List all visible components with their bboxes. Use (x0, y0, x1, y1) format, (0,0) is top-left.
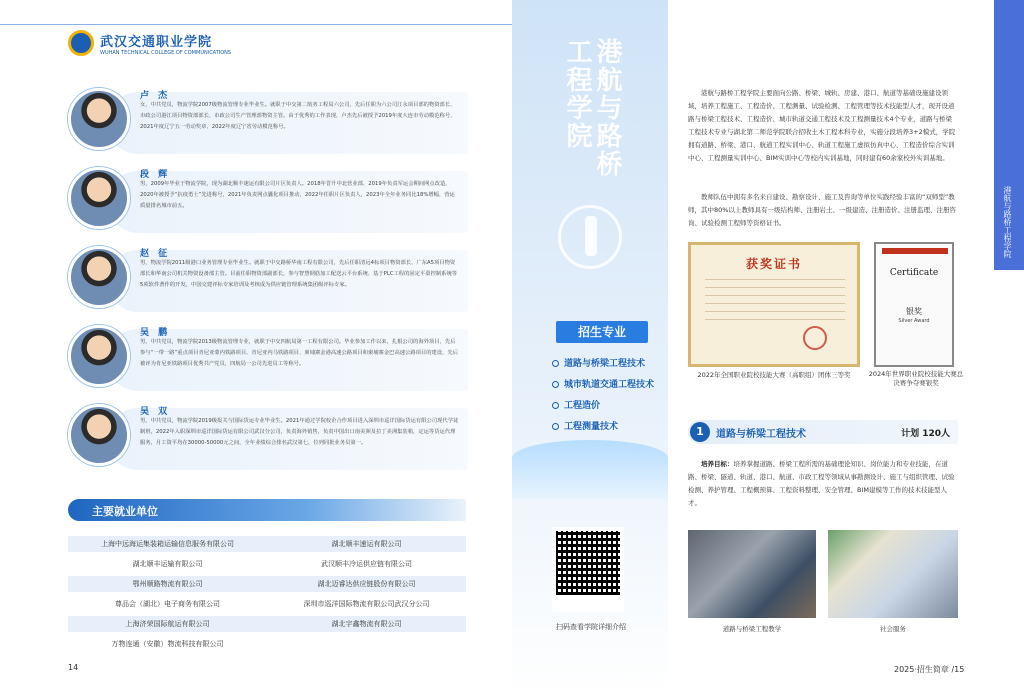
alumni-bio: 男，中共党员，物流学院2013级物流管理专业，就职于中交四航局第一工程有限公司。毕业参加工作以来，扎根公司的海外项目，先后参与“一带一路”重点项目肯尼亚蒙内铁路项目、肯尼亚内马铁路项目、柬埔寨金港高速公路项目和柬埔寨金巴高速公路项目的建设，先后被评为肯尼亚铁路项目优秀共产党员，四航局一公司先进员工等称号。 (140, 339, 459, 367)
major-name: 道路与桥梁工程技术 (716, 429, 806, 440)
laurel-icon (558, 205, 622, 269)
enrollment-majors-label: 招生专业 (556, 321, 648, 343)
qr-code-icon (556, 531, 620, 595)
social-service-photo (828, 530, 958, 618)
employer-name: 湖北顺丰运输有限公司 (132, 560, 203, 568)
alumni-name: 吴 鹏 (140, 328, 171, 338)
college-logo (68, 30, 231, 56)
qr-caption: 扫码查看学院详细介绍 (556, 623, 626, 631)
alumni-avatar (68, 167, 130, 229)
employer-name: 上海中远海运集装箱运输信息服务有限公司 (68, 536, 267, 552)
employer-name: 深圳市巡洋国际物流有限公司武汉分公司 (303, 600, 430, 608)
employer-row (68, 596, 466, 612)
teaching-photo (688, 530, 816, 618)
alumni-bio: 男，物流学院2011级港口业务管理专业毕业生。就职于中交路桥华南工程有限公司，先后任职清远4标项目物资部长、广东A5项目物资部长和华南公司机关物资设备部主管。目前任职物资部副部长，参与智慧钢筋加工配送云平台系统、基于PLC工程的固定平臺控制系统等5项软件著作的开发，中国交建评标专家培训及考核成为供应链管理系统集团级评标专家。 (140, 260, 458, 288)
training-goal-label: 培养目标： (701, 460, 734, 468)
training-goal-text: 培养掌握道路、桥梁工程所需的基础理论知识、岗位能力和专业技能，在道路、桥梁、隧道、轨道、港口、航道、市政工程等领域从事勘测设计、施工与组织管理、试验检测、养护管理、工程概预算、工程资料整理、安全管理、BIM建模等工作的技术技能型人才。 (688, 460, 955, 507)
social-service-photo-caption: 社会服务 (880, 625, 906, 633)
alumni-name: 赵 征 (140, 249, 171, 259)
employer-name: 万物连通（安徽）物流科技有限公司 (111, 640, 224, 648)
training-goal (688, 458, 958, 510)
bullet-icon (552, 360, 559, 367)
alumni-avatar (68, 246, 130, 308)
employer-name: 武汉顺丰冷运供应链有限公司 (321, 560, 412, 568)
alumni-avatar (68, 88, 130, 150)
bullet-icon (552, 381, 559, 388)
employer-name: 尊品会（湖北）电子商务有限公司 (115, 600, 220, 608)
alumni-card (68, 325, 468, 393)
employer-name: 湖北迈睿达供应链股份有限公司 (267, 576, 466, 592)
employers-heading-text: 主要就业单位 (92, 505, 158, 518)
logo-emblem-icon (68, 30, 94, 56)
logo-name-cn: 武汉交通职业学院 (100, 34, 213, 50)
employer-row (68, 576, 466, 592)
alumni-name: 段 辉 (140, 170, 171, 180)
majors-list (552, 354, 654, 438)
enrollment-plan: 计划 120人 (901, 429, 950, 439)
alumni-card (68, 167, 468, 235)
employer-name: 鄂州顺路物流有限公司 (68, 576, 267, 592)
certificate-award-en: Silver Award (898, 318, 930, 324)
logo-name-en: WUHAN TECHNICAL COLLEGE OF COMMUNICATIONS (100, 49, 232, 56)
qr-code[interactable] (552, 527, 624, 612)
seal-icon (803, 326, 827, 350)
employer-name (267, 636, 466, 652)
major-item: 工程造价 (552, 396, 654, 417)
alumni-card (68, 88, 468, 156)
employer-row (68, 616, 466, 632)
certificate-title-en: Certificate (889, 268, 939, 278)
employer-row (68, 636, 466, 652)
major-item: 道路与桥梁工程技术 (552, 354, 654, 375)
employer-name: 上海济荣国际航运有限公司 (68, 616, 267, 632)
alumni-card (68, 246, 468, 314)
award-certificate-2 (874, 242, 954, 367)
award-certificate-1 (688, 242, 860, 367)
side-tab-label: 港航与路桥工程学院 (1003, 186, 1012, 258)
employer-name: 湖北顺丰速运有限公司 (267, 536, 466, 552)
major-item: 城市轨道交通工程技术 (552, 375, 654, 396)
employers-table (68, 536, 466, 656)
employers-heading (68, 499, 466, 521)
college-title-col1: 港航与路桥 (592, 38, 622, 178)
bullet-icon (552, 402, 559, 409)
employer-name: 湖北宇鑫物流有限公司 (267, 616, 466, 632)
page-footer-right: 2025·招生简章 /15 (894, 665, 965, 674)
right-page (668, 0, 1024, 699)
college-title-strip (512, 0, 668, 699)
alumni-name: 吴 双 (140, 407, 171, 417)
major-heading-bar (688, 420, 958, 444)
alumni-avatar (68, 325, 130, 387)
bullet-icon (552, 423, 559, 430)
major-item: 工程测量技术 (552, 417, 654, 438)
certificate-banner (882, 248, 948, 254)
certificate-2-caption: 2024年世界职业院校技能大赛总决赛争夺赛银奖 (868, 370, 964, 387)
page-number-left: 14 (68, 663, 79, 672)
employer-row (68, 556, 466, 572)
intro-paragraph-1: 港航与路桥工程学院主要面向公路、桥梁、城轨、房建、港口、航道等基础设施建设领域，培养工程施工、工程造价、工程测量、试验检测、工程管理等技术技能型人才，现开设道路与桥梁工程技术、工程造价、城市轨道交通工程技术及工程测量技术4个专业，道路与桥梁工程技术专业与湖北第二师范学院联合招收土木工程本科专业，实施分段培养3+2模式，学院拥有道路、桥梁、港口、航道工程实训中心、轨道工程施工虚拟仿真中心、工程造价综合实训中心、工程测量实训中心、BIM实训中心等校内实训基地，同时建有60余家校外实训基地。 (688, 89, 956, 162)
alumni-bio: 男，中共党员，物流学院2019级报关与国际货运专业毕业生。2021年通过学院校企合作项目进入深圳市巡洋国际货运有限公司现代学徒制班，2022年入职深圳市巡洋国际货运有限公司武汉分公司，负责海外销售，负责中国出口南美洲及拉丁美洲集装箱，定运等货运代理服务，月工资平均在30000-50000元之间，全年业绩综合排名武汉第七，位列同批业务员第一。 (140, 418, 459, 446)
alumni-bio: 男，2009年毕业于物流学院，现为湖北顺丰速运有限公司片区负责人。2018年晋升中北营业部，2019年负责军运会期间网点改造，2020年被授予“抗疫勇士”先进称号，2021年负责网点囊化项目推动，2022年任职片区负责人，2023年全年业务同比18%增幅，营运质量排名城市前五。 (140, 181, 455, 209)
alumni-card (68, 404, 468, 472)
alumni-bio: 女，中共党员，物流学院2007级物流管理专业毕业生。就职于中交第二航务工程局六公司，先后任职为六公司江永项目部的物资部长、市政公司港江项目物资部部长、市政公司生产管理部物资主管。由于优秀的工作表现，卢杰先后被授予2019年度大连市劳动模范称号、2021年度辽宁五一劳动奖章、2022年度辽宁省劳动模范称号。 (140, 102, 456, 130)
certificate-title: 获奖证书 (745, 257, 802, 271)
college-title-col2: 工程学院 (562, 38, 592, 150)
certificate-award: 银奖 (906, 307, 922, 316)
certificate-1-caption: 2022年全国职业院校技能大赛（高职组）团体三等奖 (697, 371, 851, 379)
section-side-tab (994, 0, 1024, 270)
teaching-photo-caption: 道路与桥梁工程教学 (722, 625, 782, 633)
employer-row (68, 536, 466, 552)
alumni-avatar (68, 404, 130, 466)
intro-paragraph-2: 教师队伍中拥有多名来自建设、勘察设计、施工及咨询等单位实践经验丰富的“双师型”教师，其中80%以上教师具有一级结构师、注册岩土、一级建造、注册造价、注册监理、注册咨询、试验检测工程师等资格证书。 (688, 193, 956, 227)
alumni-name: 卢 杰 (140, 91, 171, 101)
wave-decoration (512, 440, 668, 500)
certificate-text-lines (705, 279, 845, 325)
top-divider (0, 24, 512, 25)
major-number: 1 (690, 422, 710, 442)
